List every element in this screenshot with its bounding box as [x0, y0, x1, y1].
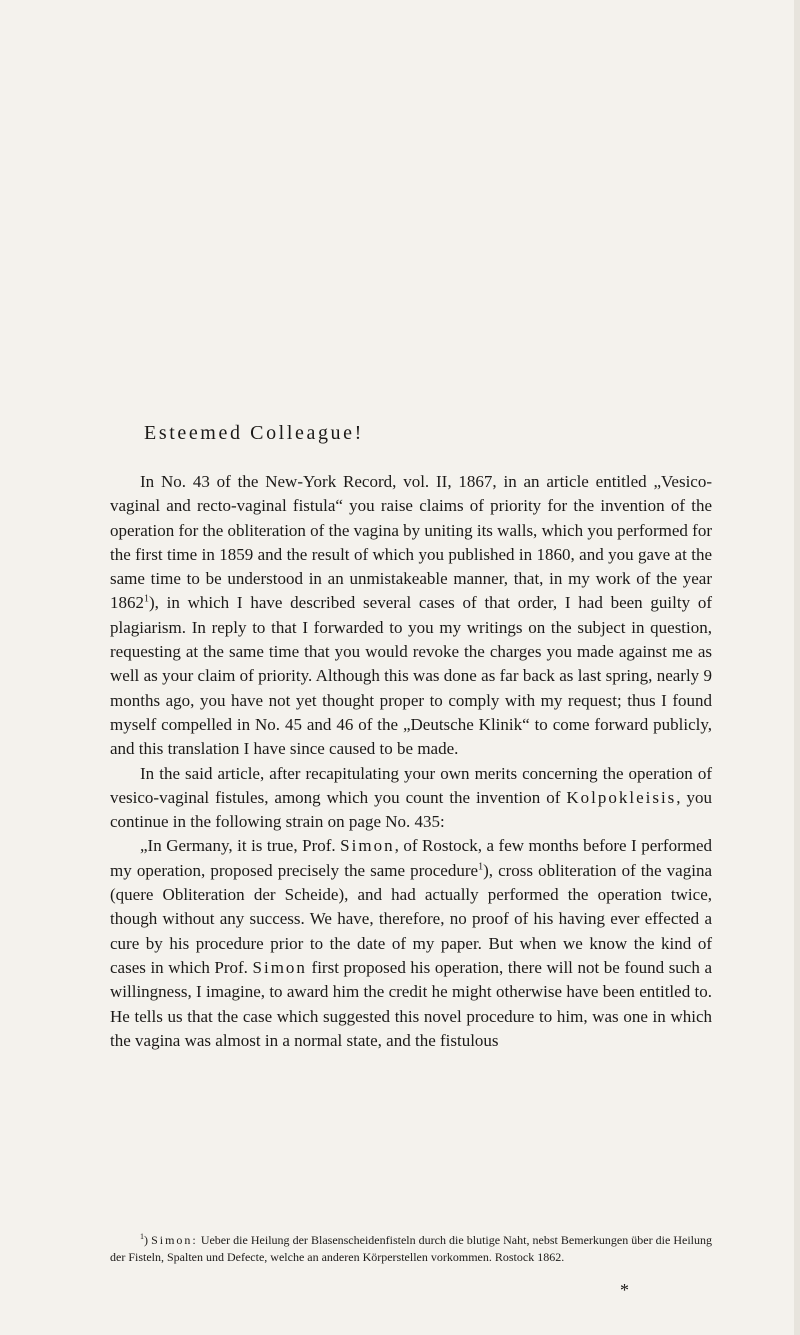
salutation-heading: Esteemed Colleague! — [144, 422, 364, 444]
term-kolpokleisis: Kolpokleisis — [566, 787, 677, 807]
paragraph-1-text-b: ), in which I have described several cases of that order, I had been guilty of plagiarism. In reply to that I forwarded to you my writings on the subject in question, requesting at the same time that you would revoke the charges you made against me as well as your claim of priority. Although this was done as far back as last spring, nearly 9 months ago, you have not yet thought proper to comply with my request; thus I found myself compelled in No. 45 and 46 of the „Deutsche Klinik“ to come forward publicly, and this translation I have since caused to be made. — [110, 593, 712, 759]
footnote-text: Ueber die Heilung der Blasenscheidenfisteln durch die blutige Naht, nebst Bemerkungen über die Heilung der Fisteln, Spalten und Defecte, welche an anderen Körperstellen vorkommen. Rostock 1862. — [110, 1233, 713, 1264]
footnotes — [110, 1232, 712, 1265]
paragraph-2-text-b: , you continue in the following strain on page No. 435: — [110, 787, 713, 832]
paragraph-1 — [110, 470, 712, 762]
paragraph-2-text-a: In the said article, after recapitulating your own merits concerning the operation of vesico-vaginal fistules, among which you count the invention of — [110, 763, 712, 807]
paragraph-3-text-a: „In Germany, it is true, Prof. — [140, 836, 336, 856]
name-simon: Simon — [340, 836, 395, 856]
paragraph-3-text-d: first proposed his operation, there will not be found such a willingness, I imagine, to award him the credit he might otherwise have been entitled to. He tells us that the case which suggested this novel procedure to him, was one in which the vagina was almost in a normal state, and the fistulous — [110, 957, 712, 1050]
footnote-reference: 1 — [478, 861, 484, 873]
paragraph-2 — [110, 762, 712, 835]
paragraph-1-text-a: In No. 43 of the New-York Record, vol. II, 1867, in an article entitled „Vesico-vaginal and recto-vaginal fistula“ you raise claims of priority for the invention of the operation for the obliteration of the vagina by uniting its walls, which you performed for the first time in 1859 and the result of which you published in 1860, and you gave at the same time to be understood in an unmistakeable manner, that, in my work of the year 1862 — [110, 472, 712, 613]
letter-body — [110, 470, 712, 1053]
paragraph-3 — [110, 834, 712, 1053]
footnote-reference: 1 — [144, 593, 149, 605]
footnote-marker: 1 — [140, 1232, 144, 1241]
paragraph-3-text-b: , of Rostock, a few months before I performed my operation, proposed precisely the same procedure — [110, 836, 712, 880]
paragraph-3-text-c: ), cross obliteration of the vagina (quere Obliteration der Scheide), and had actually performed the operation twice, though without any success. We have, therefore, no proof of his having ever effected a cure by his procedure prior to the date of my paper. But when we know the kind of cases in which Prof. — [110, 860, 713, 977]
signature-mark: * — [620, 1280, 629, 1300]
name-simon: Simon — [252, 957, 307, 977]
footnote-author: Simon: — [151, 1233, 198, 1247]
footnote-1: $^1$) Simon: Ueber die Heilung der Blasenscheidenfisteln durch die blutige Naht, nebst Bemerkungen über die Heilung der Fisteln, Spalten und Defecte, welche an anderen Körperstellen vorkommen. Rostock 1862. — [110, 1232, 713, 1264]
